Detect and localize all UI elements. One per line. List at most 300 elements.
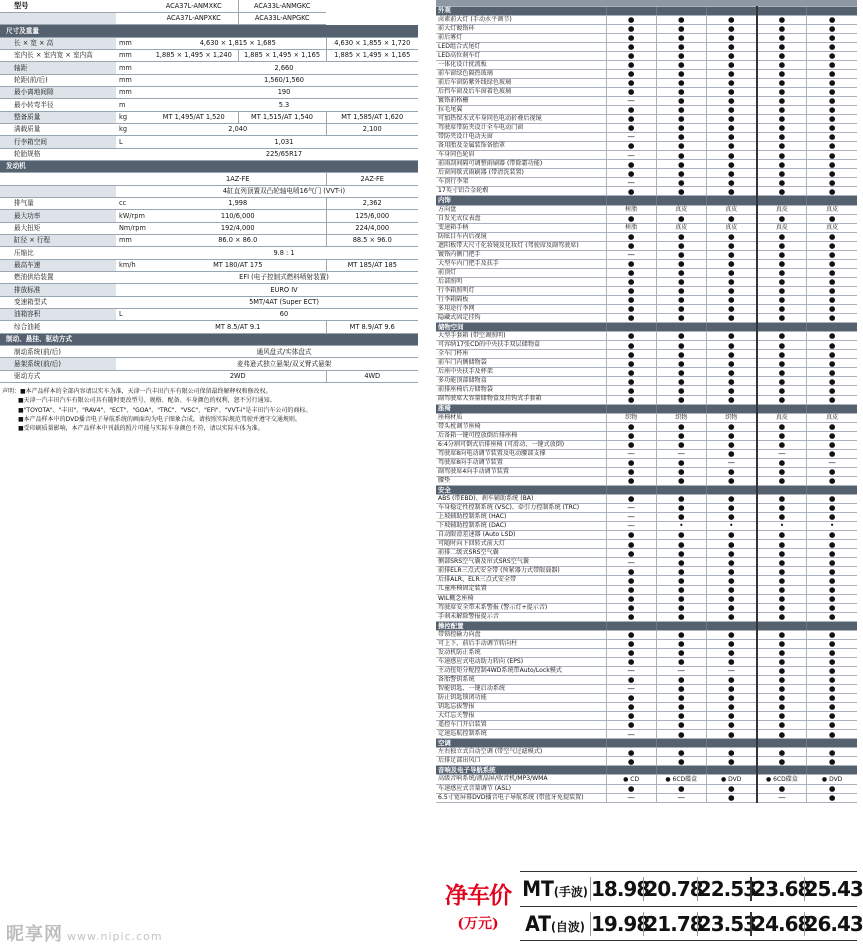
feature-value: ● — [656, 730, 706, 739]
feature-value: ● — [706, 286, 756, 295]
section-cell — [706, 6, 756, 15]
feature-table — [436, 0, 857, 803]
spec-name: 轴距 — [0, 62, 116, 74]
feature-name: 发动机防止系统 — [436, 648, 606, 657]
feature-value: ● — [706, 341, 756, 350]
feature-value: ● — [757, 648, 807, 657]
feature-row — [436, 567, 857, 576]
feature-value: ● — [807, 24, 857, 33]
feature-value: ● — [757, 675, 807, 684]
feature-value: ● — [706, 169, 756, 178]
feature-value: — — [606, 250, 656, 259]
feature-name: 遥控车门开启装置 — [436, 721, 606, 730]
feature-value: ● — [706, 685, 756, 694]
spec-unit — [116, 272, 150, 284]
spec-name: 燃油供给装置 — [0, 272, 116, 284]
feature-value: ● — [807, 296, 857, 305]
spec-value: ACA37L-ANMXKC — [150, 0, 238, 12]
feature-row — [436, 142, 857, 151]
feature-name: 前车窗绿色隔热玻璃 — [436, 69, 606, 78]
feature-value: ● — [807, 440, 857, 449]
feature-value: ● — [807, 124, 857, 133]
section-cell — [807, 621, 857, 630]
feature-value: ● — [606, 694, 656, 703]
feature-value: ● — [656, 15, 706, 24]
spec-row — [0, 148, 418, 160]
feature-row — [436, 504, 857, 513]
spec-name: 缸径 × 行程 — [0, 235, 116, 247]
section-cell — [606, 739, 656, 748]
feature-value: ● — [757, 784, 807, 793]
feature-value: ● — [656, 259, 706, 268]
spec-row — [0, 12, 418, 24]
feature-row — [436, 151, 857, 160]
spec-name: 最小离地间隙 — [0, 86, 116, 98]
spec-unit — [116, 284, 150, 296]
feature-row — [436, 24, 857, 33]
feature-row — [436, 286, 857, 295]
feature-value: ● — [606, 377, 656, 386]
feature-name: 镀铬内侧门把手 — [436, 250, 606, 259]
feature-value: ● — [807, 639, 857, 648]
feature-value: ● — [757, 422, 807, 431]
feature-value: ● — [656, 286, 706, 295]
feature-value: ● — [807, 603, 857, 612]
feature-value: ● — [757, 169, 807, 178]
feature-value: ● — [706, 757, 756, 766]
feature-value: ● — [606, 495, 656, 504]
feature-value: ● — [757, 78, 807, 87]
feature-row — [436, 259, 857, 268]
spec-value: ACA33L-ANPGKC — [238, 12, 326, 24]
feature-value: ● — [606, 585, 656, 594]
feature-value: • — [706, 522, 756, 531]
feature-value: ● — [606, 332, 656, 341]
feature-value: ● — [706, 748, 756, 757]
spec-value: 2WD — [150, 370, 326, 382]
feature-row — [436, 51, 857, 60]
feature-value: ● — [606, 24, 656, 33]
price-value: 22.53 — [697, 877, 757, 901]
section-title: 发动机 — [0, 160, 418, 172]
feature-row — [436, 540, 857, 549]
spec-row — [0, 86, 418, 98]
feature-name: 前排ELR三点式安全带 (预紧器力式带限载器) — [436, 567, 606, 576]
feature-value: ● — [606, 648, 656, 657]
spec-value: 224/4,000 — [326, 222, 418, 234]
feature-value: ● — [656, 757, 706, 766]
feature-value: ● — [606, 33, 656, 42]
feature-value: ● — [757, 730, 807, 739]
spec-unit — [116, 247, 150, 259]
feature-value: ● — [706, 250, 756, 259]
feature-value: ● — [656, 377, 706, 386]
feature-value: ● — [807, 214, 857, 223]
section-title: 安全 — [436, 485, 606, 494]
feature-row — [436, 187, 857, 196]
feature-value: ● — [807, 558, 857, 567]
feature-value: ● — [807, 495, 857, 504]
feature-value: ● — [606, 286, 656, 295]
spec-row — [0, 296, 418, 308]
feature-row — [436, 241, 857, 250]
spec-name: 整备质量 — [0, 111, 116, 123]
feature-value: ● — [807, 151, 857, 160]
feature-value: — — [606, 504, 656, 513]
price-value: 18.98 — [591, 877, 650, 901]
feature-value: ● — [757, 666, 807, 675]
feature-value: ● — [656, 540, 706, 549]
feature-row — [436, 60, 857, 69]
feature-row — [436, 395, 857, 404]
spec-unit — [116, 296, 150, 308]
spec-name: 最小转弯半径 — [0, 99, 116, 111]
feature-value: ● — [706, 332, 756, 341]
feature-value: ● — [807, 531, 857, 540]
spec-sheet-left — [0, 0, 418, 434]
feature-value: ● — [706, 467, 756, 476]
feature-value: ● — [656, 784, 706, 793]
feature-value: ● — [706, 567, 756, 576]
feature-value: ● — [807, 685, 857, 694]
feature-value: ● — [706, 259, 756, 268]
feature-value: ● — [757, 685, 807, 694]
feature-name: 可上下、前后手动调节转向柱 — [436, 639, 606, 648]
feature-value: ● — [656, 60, 706, 69]
feature-value: ● — [757, 540, 807, 549]
transmission-kind: (自波) — [551, 919, 585, 934]
spec-unit: Nm/rpm — [116, 222, 150, 234]
feature-name: 镀铬前格栅 — [436, 96, 606, 105]
spec-name: 最大功率 — [0, 210, 116, 222]
feature-row — [436, 793, 857, 802]
feature-value: ● — [606, 187, 656, 196]
feature-value: ● — [606, 241, 656, 250]
feature-value: ● — [656, 24, 706, 33]
feature-value: ● — [606, 431, 656, 440]
feature-value: ● — [757, 241, 807, 250]
feature-value: ● — [656, 42, 706, 51]
feature-row — [436, 467, 857, 476]
feature-value: ● — [807, 259, 857, 268]
feature-value: — — [606, 151, 656, 160]
feature-value: ● — [656, 712, 706, 721]
section-cell — [656, 196, 706, 205]
section-header — [0, 333, 418, 345]
feature-value: ● — [757, 712, 807, 721]
feature-row — [436, 730, 857, 739]
feature-value: ● — [706, 703, 756, 712]
feature-value: ● — [606, 703, 656, 712]
spec-unit — [116, 185, 150, 197]
feature-value: ● — [656, 124, 706, 133]
feature-value: ● — [706, 449, 756, 458]
feature-value: ● — [656, 422, 706, 431]
spec-unit: cc — [116, 198, 150, 210]
feature-value: ● — [606, 69, 656, 78]
feature-row — [436, 314, 857, 323]
feature-name: 6:4分割可倒式后排座椅 (可滑动、一键式放倒) — [436, 440, 606, 449]
feature-value: ● — [606, 612, 656, 621]
feature-value: ● — [807, 666, 857, 675]
spec-unit: kg — [116, 123, 150, 135]
feature-value: — — [606, 178, 656, 187]
feature-name: 主动扭矩分配控制4WD系统带Auto/Lock模式 — [436, 666, 606, 675]
feature-row — [436, 449, 857, 458]
feature-name: 后排足部出风口 — [436, 757, 606, 766]
feature-value: ● — [606, 540, 656, 549]
feature-name: 手刹未解除警报提示音 — [436, 612, 606, 621]
feature-value: 织物 — [706, 413, 756, 422]
feature-name: 行李箱照明灯 — [436, 286, 606, 295]
price-value: 19.98 — [591, 911, 650, 936]
feature-value: ● — [807, 341, 857, 350]
feature-value: ● — [807, 250, 857, 259]
feature-name: 变速箱手柄 — [436, 223, 606, 232]
feature-value: ● — [706, 69, 756, 78]
section-title: 座椅 — [436, 404, 606, 413]
feature-value: ● — [656, 250, 706, 259]
section-cell — [656, 739, 706, 748]
spec-value: 5.3 — [150, 99, 418, 111]
spec-value: MT 1,585/AT 1,620 — [326, 111, 418, 123]
feature-row — [436, 205, 857, 214]
spec-name — [0, 185, 116, 197]
spec-unit — [116, 346, 150, 358]
feature-value: ● — [656, 350, 706, 359]
feature-value: ● — [757, 504, 807, 513]
feature-value: ● — [656, 657, 706, 666]
feature-value: 树脂 — [606, 223, 656, 232]
feature-value: — — [757, 449, 807, 458]
price-value: 26.43 — [804, 911, 863, 936]
transmission-code: MT — [522, 877, 554, 901]
spec-value: 110/6,000 — [150, 210, 326, 222]
transmission-code: AT — [525, 911, 551, 936]
feature-value: — — [606, 558, 656, 567]
transmission-label — [520, 912, 590, 936]
section-header — [436, 621, 857, 630]
feature-name: 前顶灯 — [436, 268, 606, 277]
section-cell — [606, 196, 656, 205]
feature-value: ● — [656, 585, 706, 594]
spec-row — [0, 321, 418, 333]
feature-value: ● — [656, 495, 706, 504]
spec-name: 制动系统(前/后) — [0, 346, 116, 358]
feature-row — [436, 15, 857, 24]
feature-row — [436, 377, 857, 386]
feature-name: 驾驶席8向手动调节装置 — [436, 458, 606, 467]
spec-value: 1,885 × 1,495 × 1,165 — [238, 49, 326, 61]
feature-row — [436, 169, 857, 178]
spec-row — [0, 272, 418, 284]
feature-value: — — [706, 666, 756, 675]
feature-name: 前排座椅后方储物袋 — [436, 386, 606, 395]
feature-value: ● — [757, 458, 807, 467]
spec-unit — [116, 12, 150, 24]
feature-value: ● — [757, 395, 807, 404]
feature-name: 带防夹设计电动天窗 — [436, 133, 606, 142]
price-value: 24.68 — [752, 911, 811, 936]
feature-value: ● — [757, 368, 807, 377]
feature-value: ● — [606, 259, 656, 268]
feature-name: 带锁控输力向盘 — [436, 630, 606, 639]
feature-value: ● — [606, 115, 656, 124]
spec-value: 125/6,000 — [326, 210, 418, 222]
feature-value: ● — [757, 60, 807, 69]
feature-value: ● — [656, 69, 706, 78]
feature-value: ● — [706, 495, 756, 504]
spec-row — [0, 259, 418, 271]
feature-value: ● — [807, 748, 857, 757]
feature-name: 前后雾灯 — [436, 33, 606, 42]
feature-name: 副驾驶席大容量储物盒及挂钩式手套箱 — [436, 395, 606, 404]
spec-value: MT 1,495/AT 1,520 — [150, 111, 238, 123]
spec-unit: mm — [116, 49, 150, 61]
feature-value: ● — [656, 576, 706, 585]
feature-value: ● — [757, 187, 807, 196]
feature-value: — — [606, 513, 656, 522]
feature-name: 钥匙忘拔警报 — [436, 703, 606, 712]
feature-value: ● — [757, 748, 807, 757]
feature-name: 驾驶席8向电动调节装置及电动腰部支撑 — [436, 449, 606, 458]
price-value: 23.53 — [697, 911, 757, 936]
section-cell — [706, 621, 756, 630]
feature-value: ● — [656, 33, 706, 42]
feature-value: 真皮 — [706, 205, 756, 214]
feature-value: ● — [656, 395, 706, 404]
spec-value: 192/4,000 — [150, 222, 326, 234]
feature-value: ● — [656, 241, 706, 250]
feature-row — [436, 214, 857, 223]
feature-row — [436, 33, 857, 42]
feature-value: 真皮 — [706, 223, 756, 232]
feature-value: ● — [757, 467, 807, 476]
feature-value: ● — [656, 694, 706, 703]
spec-row — [0, 210, 418, 222]
spec-name: 最高车速 — [0, 259, 116, 271]
feature-row — [436, 296, 857, 305]
price-row — [520, 906, 863, 941]
feature-value: ● — [656, 467, 706, 476]
price-value: 23.68 — [752, 877, 811, 901]
section-cell — [757, 196, 807, 205]
feature-value: ● — [807, 187, 857, 196]
feature-value: ● — [706, 675, 756, 684]
spec-value: 通风盘式/实体盘式 — [150, 346, 418, 358]
feature-value: • — [757, 522, 807, 531]
feature-value: ● — [606, 784, 656, 793]
spec-name: 行李箱空间 — [0, 136, 116, 148]
feature-value: ● — [706, 350, 756, 359]
feature-value: ● — [606, 721, 656, 730]
feature-name: 遮阳板带大尺寸化妆镜及化妆灯 (驾驶席及副驾驶席) — [436, 241, 606, 250]
note-line: 声明：■本产品样本的全部内容请以实车为准，天津一汽丰田汽车有限公司保留最终解释权和修改权。 — [2, 388, 272, 396]
spec-row — [0, 74, 418, 86]
feature-value: ● — [706, 585, 756, 594]
feature-value: ● — [706, 368, 756, 377]
feature-value: ● — [807, 232, 857, 241]
feature-value: ● — [706, 142, 756, 151]
feature-row — [436, 124, 857, 133]
spec-row — [0, 346, 418, 358]
price-row — [520, 871, 863, 906]
feature-value: 真皮 — [757, 223, 807, 232]
feature-name: 下坡辅助控制系统 (DAC) — [436, 522, 606, 531]
spec-row — [0, 49, 418, 61]
feature-value: ● — [757, 495, 807, 504]
section-cell — [606, 6, 656, 15]
feature-name: 备胎警钥系统 — [436, 675, 606, 684]
feature-value: ● — [757, 178, 807, 187]
feature-value: ● — [807, 286, 857, 295]
feature-value: ● DVD — [807, 775, 857, 784]
feature-row — [436, 96, 857, 105]
feature-value: ● — [656, 567, 706, 576]
feature-value: ● — [656, 513, 706, 522]
feature-value: ● — [656, 169, 706, 178]
feature-value: ● — [757, 96, 807, 105]
feature-value: ● DVD — [706, 775, 756, 784]
spec-value: 2,040 — [150, 123, 326, 135]
feature-value: ● — [606, 15, 656, 24]
feature-value: ● — [807, 467, 857, 476]
spec-row — [0, 99, 418, 111]
feature-value: ● — [656, 178, 706, 187]
feature-value: ● — [757, 142, 807, 151]
feature-name: 车顶行李架 — [436, 178, 606, 187]
feature-value: ● — [757, 232, 807, 241]
feature-name: 多功能顶部储物盒 — [436, 377, 606, 386]
spec-unit: m — [116, 99, 150, 111]
spec-value: 4缸直列顶置双凸轮轴电喷16气门 (VVT-i) — [150, 185, 418, 197]
feature-value: ● — [807, 549, 857, 558]
spec-value: EURO IV — [150, 284, 418, 296]
feature-value: — — [656, 793, 706, 802]
feature-value: — — [606, 730, 656, 739]
feature-value: ● — [757, 531, 807, 540]
feature-name: ABS (带EBD)、刹车辅助系统 (BA) — [436, 495, 606, 504]
feature-value: ● — [807, 241, 857, 250]
feature-value: ● — [656, 51, 706, 60]
feature-name: 大型手套箱 (带空调照明) — [436, 332, 606, 341]
spec-name: 室内长 × 室内宽 × 室内高 — [0, 49, 116, 61]
feature-value: ● — [757, 277, 807, 286]
feature-name: 后座中央扶手及杯架 — [436, 368, 606, 377]
spec-value: ACA37L-ANPXKC — [150, 12, 238, 24]
feature-value: ● — [757, 341, 807, 350]
note-line: ■受印刷质量影响，本产品样本中刊载的照片可能与实际车身颜色不符，请以实际车体为准。 — [18, 425, 264, 433]
feature-value: 真皮 — [656, 205, 706, 214]
feature-value: ● — [606, 87, 656, 96]
section-title: 空调 — [436, 739, 606, 748]
feature-value: ● — [606, 232, 656, 241]
feature-value: ● — [807, 567, 857, 576]
feature-value: ● — [656, 160, 706, 169]
feature-value: ● — [807, 657, 857, 666]
feature-value: ● — [606, 639, 656, 648]
spec-value: 60 — [150, 309, 418, 321]
feature-value: ● — [807, 675, 857, 684]
feature-value: ● — [757, 160, 807, 169]
section-cell — [656, 621, 706, 630]
spec-value: 9.8 : 1 — [150, 247, 418, 259]
feature-value: ● — [757, 567, 807, 576]
spec-name: 综合油耗 — [0, 321, 116, 333]
feature-value: ● — [807, 305, 857, 314]
feature-row — [436, 350, 857, 359]
feature-value: ● — [807, 314, 857, 323]
